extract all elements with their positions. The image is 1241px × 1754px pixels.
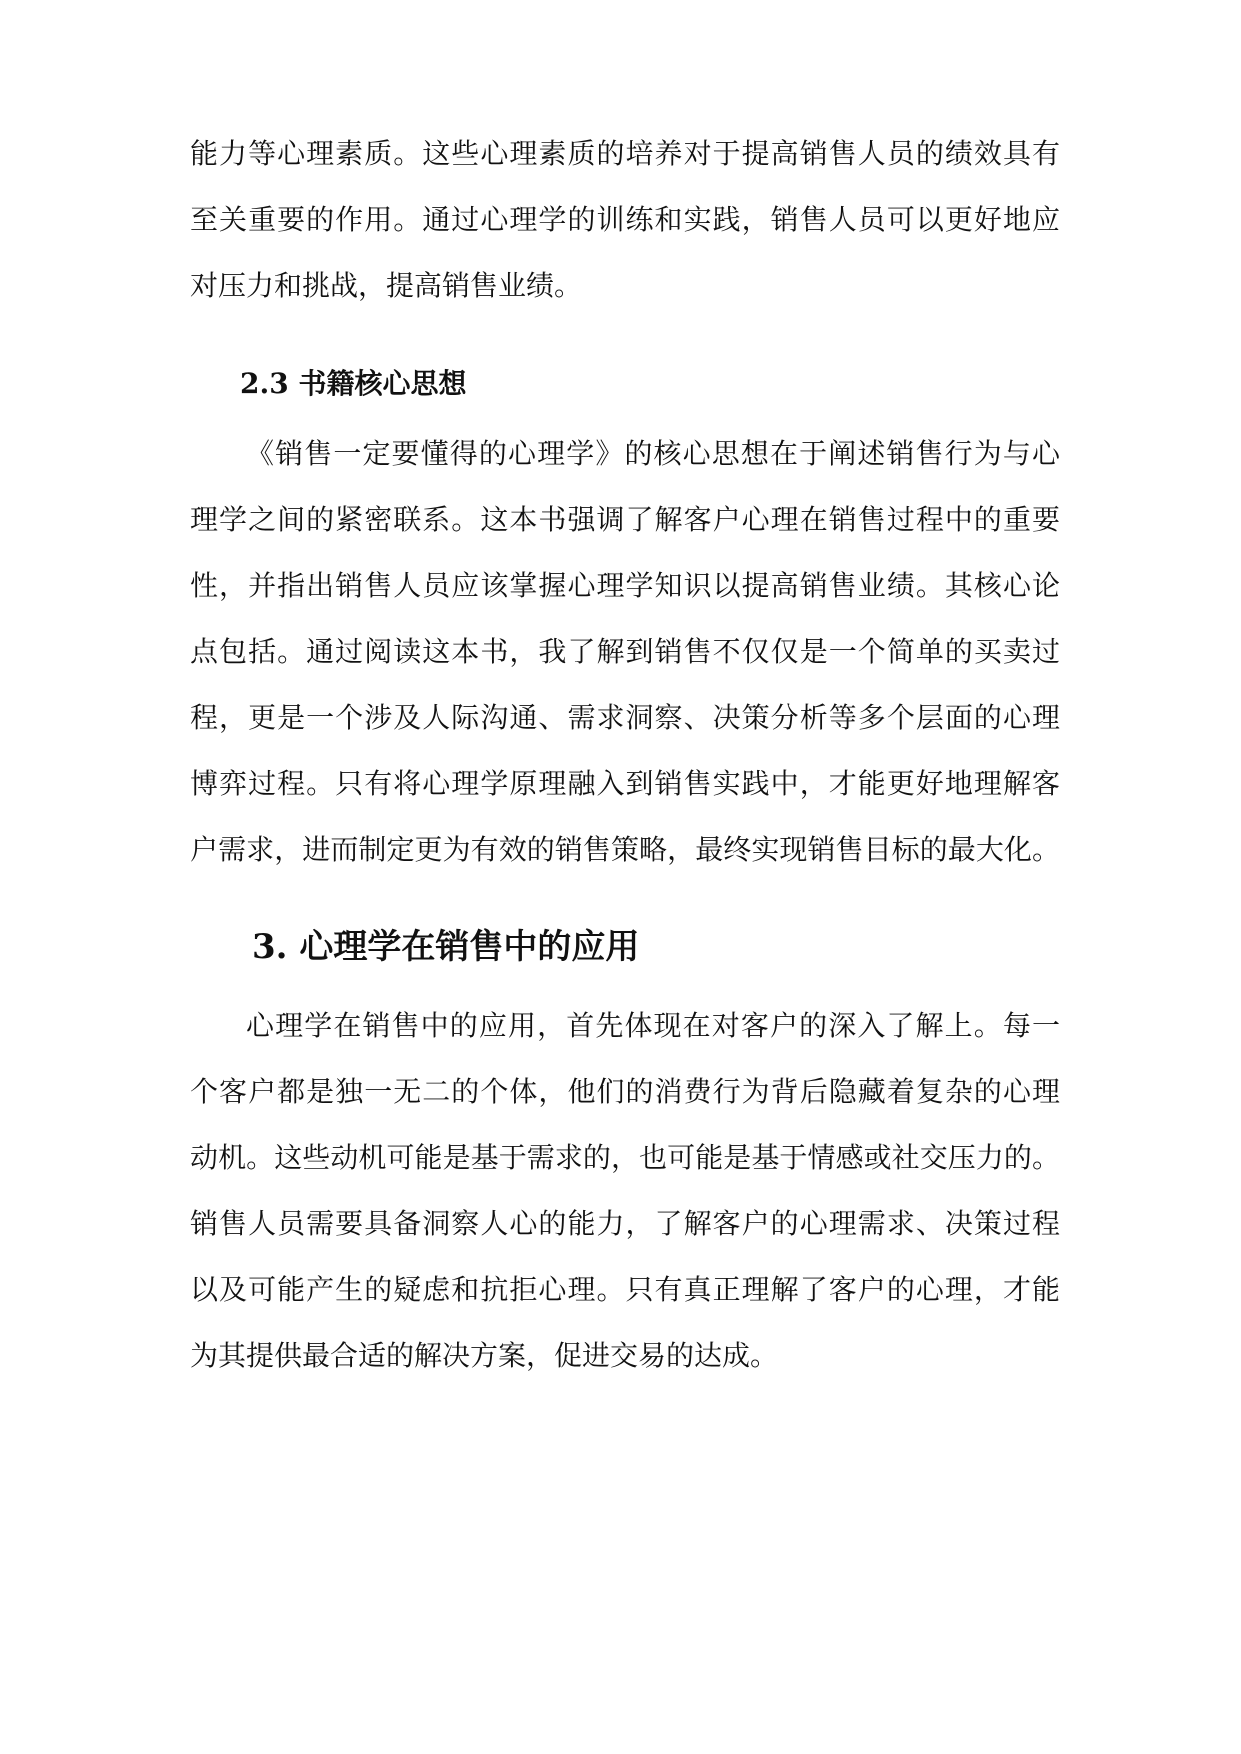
s23-line-5: 程，更是一个涉及人际沟通、需求洞察、决策分析等多个层面的心理 <box>190 701 1060 734</box>
s23-line-1: 《销售一定要懂得的心理学》的核心思想在于阐述销售行为与心 <box>246 437 1060 470</box>
s3-line-4: 销售人员需要具备洞察人心的能力，了解客户的心理需求、决策过程 <box>190 1207 1060 1240</box>
s3-line-5: 以及可能产生的疑虑和抗拒心理。只有真正理解了客户的心理，才能 <box>190 1273 1060 1306</box>
s23-line-2: 理学之间的紧密联系。这本书强调了解客户心理在销售过程中的重要 <box>190 503 1060 536</box>
s23-line-3: 性，并指出销售人员应该掌握心理学知识以提高销售业绩。其核心论 <box>190 569 1060 602</box>
intro-line-2: 至关重要的作用。通过心理学的训练和实践，销售人员可以更好地应 <box>190 203 1060 236</box>
s23-line-6: 博弈过程。只有将心理学原理融入到销售实践中，才能更好地理解客 <box>190 767 1060 800</box>
s3-line-2: 个客户都是独一无二的个体，他们的消费行为背后隐藏着复杂的心理 <box>190 1075 1060 1108</box>
s3-line-1: 心理学在销售中的应用，首先体现在对客户的深入了解上。每一 <box>246 1009 1060 1042</box>
section-heading-3: 3. 心理学在销售中的应用 <box>252 927 640 967</box>
s23-line-4: 点包括。通过阅读这本书，我了解到销售不仅仅是一个简单的买卖过 <box>190 635 1060 668</box>
s23-line-7: 户需求，进而制定更为有效的销售策略，最终实现销售目标的最大化。 <box>190 833 1060 866</box>
intro-line-3: 对压力和挑战，提高销售业绩。 <box>190 269 583 302</box>
intro-line-1: 能力等心理素质。这些心理素质的培养对于提高销售人员的绩效具有 <box>190 137 1060 170</box>
s3-line-3: 动机。这些动机可能是基于需求的，也可能是基于情感或社交压力的。 <box>190 1141 1060 1174</box>
s3-line-6: 为其提供最合适的解决方案，促进交易的达成。 <box>190 1339 779 1372</box>
section-heading-2-3: 2.3 书籍核心思想 <box>240 367 467 400</box>
